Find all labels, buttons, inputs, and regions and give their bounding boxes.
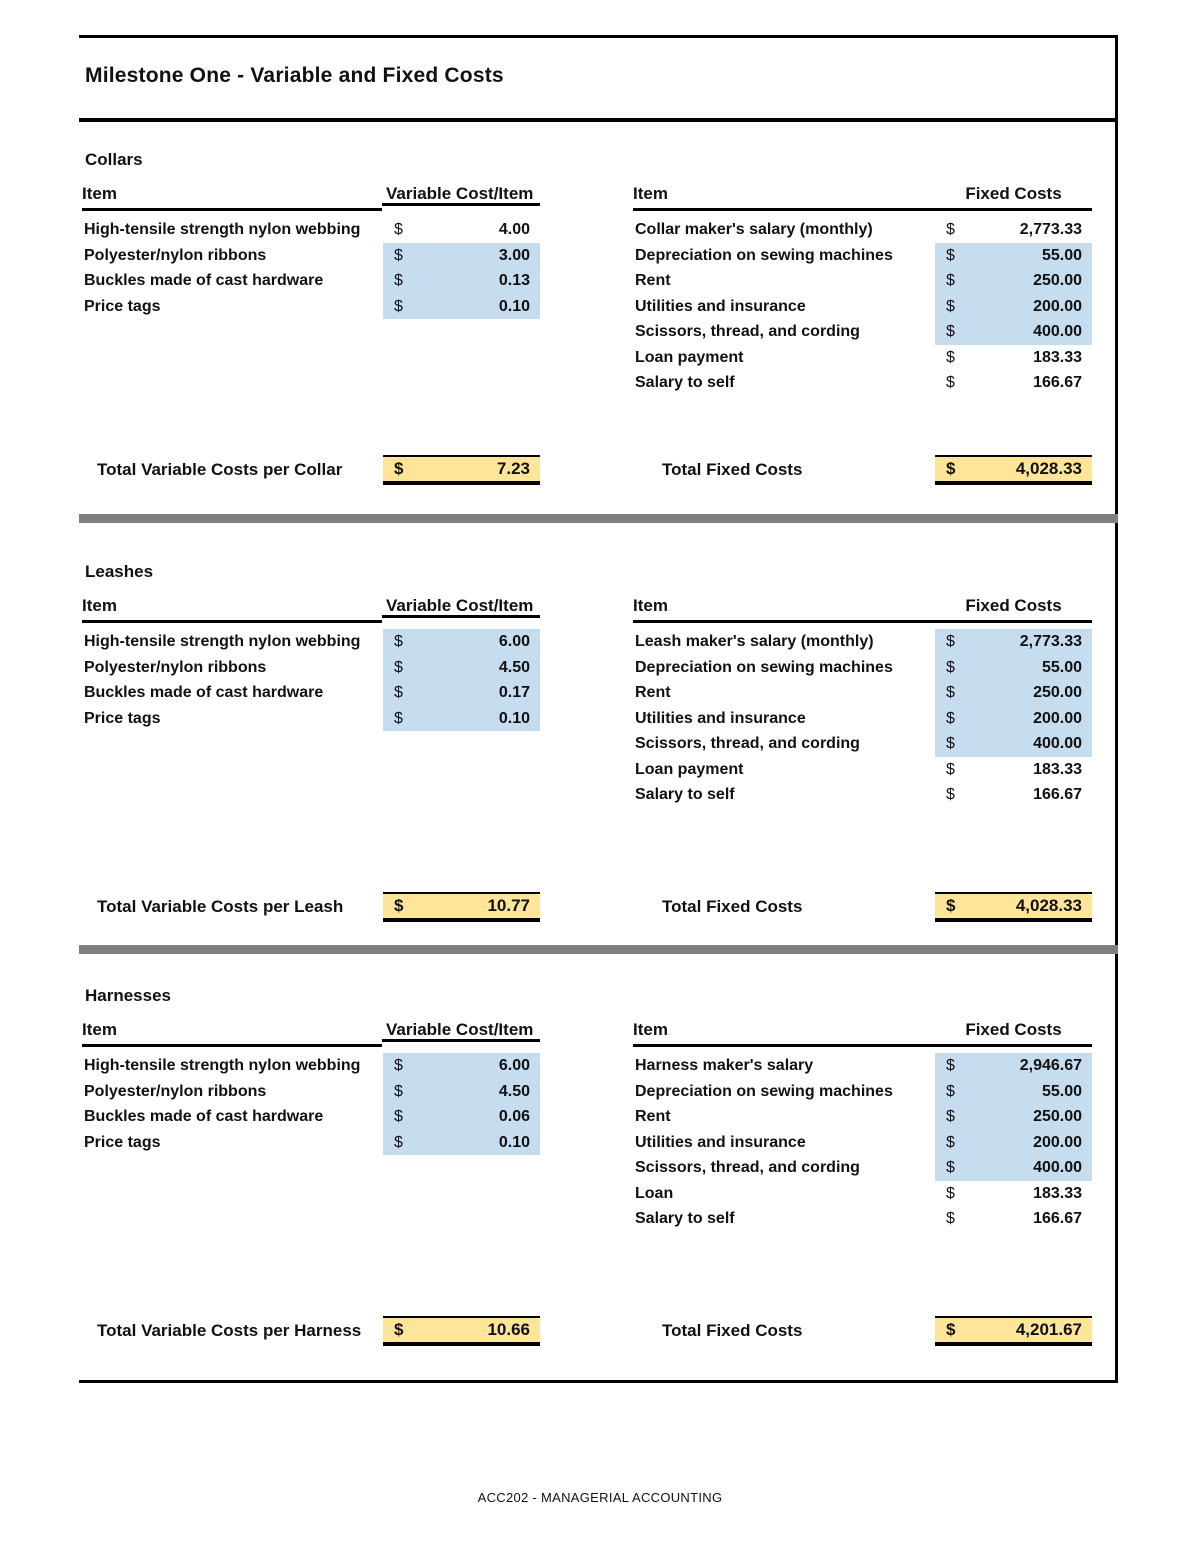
variable-cost-value: 6.00: [498, 633, 530, 650]
total-variable-value: 10.66: [487, 1320, 530, 1339]
section-title: Harnesses: [85, 986, 172, 1005]
variable-item-label: Price tags: [84, 297, 161, 315]
currency-symbol: $: [946, 1108, 955, 1125]
variable-cost-cell[interactable]: [383, 655, 540, 681]
currency-symbol: $: [946, 348, 955, 366]
fixed-item-label: Leash maker's salary (monthly): [635, 633, 874, 650]
currency-symbol: $: [946, 1082, 955, 1100]
fixed-cost-value: 166.67: [1033, 374, 1082, 391]
title-divider: [79, 118, 1118, 122]
header-variable-cost: Variable Cost/Item: [382, 1020, 540, 1042]
currency-symbol: $: [394, 709, 403, 727]
fixed-item-label: Salary to self: [635, 786, 735, 803]
header-item: Item: [82, 184, 382, 211]
variable-cost-value: 0.17: [498, 684, 530, 701]
fixed-item-label: Rent: [635, 272, 671, 289]
fixed-item-label: Scissors, thread, and cording: [635, 735, 860, 752]
section-divider: [79, 945, 1118, 954]
header-variable-cost: Variable Cost/Item: [382, 184, 540, 206]
variable-cost-value: 0.13: [498, 272, 530, 289]
fixed-cost-value: 166.67: [1033, 1210, 1082, 1227]
currency-symbol: $: [394, 684, 403, 701]
currency-symbol: $: [946, 786, 955, 803]
variable-cost-cell[interactable]: [383, 1079, 540, 1105]
total-variable-value: 10.77: [487, 896, 530, 915]
header-item: Item: [82, 1020, 382, 1047]
currency-symbol: $: [946, 1184, 955, 1202]
fixed-cost-cell[interactable]: [935, 370, 1092, 396]
variable-item-label: Buckles made of cast hardware: [84, 1108, 324, 1125]
page-footer: ACC202 - MANAGERIAL ACCOUNTING: [477, 1490, 723, 1505]
header-fixed-costs: Fixed Costs: [935, 184, 1092, 211]
variable-cost-value: 0.06: [498, 1108, 530, 1125]
total-fixed-cell[interactable]: [935, 892, 1092, 922]
fixed-cost-value: 2,946.67: [1019, 1057, 1082, 1074]
currency-symbol: $: [394, 272, 403, 289]
variable-cost-cell[interactable]: [383, 268, 540, 294]
fixed-cost-value: 250.00: [1033, 1108, 1082, 1125]
fixed-item-label: Rent: [635, 684, 671, 701]
currency-symbol: $: [946, 633, 955, 650]
fixed-cost-cell[interactable]: [935, 345, 1092, 371]
fixed-cost-cell[interactable]: [935, 1104, 1092, 1130]
fixed-item-label: Harness maker's salary: [635, 1057, 814, 1074]
fixed-item-label: Depreciation on sewing machines: [635, 246, 893, 264]
variable-item-label: Price tags: [84, 709, 161, 727]
header-item: Item: [82, 596, 382, 623]
fixed-cost-value: 400.00: [1033, 1159, 1082, 1176]
fixed-item-label: Rent: [635, 1108, 671, 1125]
variable-cost-cell[interactable]: [383, 629, 540, 655]
fixed-cost-cell[interactable]: [935, 731, 1092, 757]
fixed-cost-cell[interactable]: [935, 1181, 1092, 1207]
variable-item-label: Polyester/nylon ribbons: [84, 246, 267, 264]
fixed-cost-cell[interactable]: [935, 319, 1092, 345]
fixed-cost-cell[interactable]: [935, 1053, 1092, 1079]
fixed-cost-cell[interactable]: [935, 1206, 1092, 1232]
fixed-cost-cell[interactable]: [935, 706, 1092, 732]
variable-item-label: Polyester/nylon ribbons: [84, 658, 267, 676]
fixed-cost-value: 400.00: [1033, 323, 1082, 340]
variable-cost-cell[interactable]: [383, 294, 540, 320]
fixed-cost-value: 2,773.33: [1019, 221, 1082, 238]
fixed-item-label: Loan: [635, 1184, 674, 1202]
currency-symbol: $: [394, 1133, 403, 1151]
currency-symbol: $: [946, 658, 955, 676]
variable-item-label: Buckles made of cast hardware: [84, 272, 324, 289]
currency-symbol: $: [946, 735, 955, 752]
currency-symbol: $: [394, 1082, 403, 1100]
fixed-cost-value: 200.00: [1033, 709, 1082, 727]
currency-symbol: $: [394, 633, 403, 650]
currency-symbol: $: [946, 272, 955, 289]
variable-cost-value: 0.10: [498, 709, 530, 727]
total-variable-cell[interactable]: [383, 892, 540, 922]
section-harnesses: [0, 986, 1200, 1376]
variable-cost-cell[interactable]: [383, 1053, 540, 1079]
currency-symbol: $: [946, 709, 955, 727]
currency-symbol: $: [394, 459, 404, 478]
total-variable-label: Total Variable Costs per Harness: [97, 1321, 362, 1340]
fixed-cost-cell[interactable]: [935, 680, 1092, 706]
fixed-item-label: Utilities and insurance: [635, 709, 806, 727]
header-fixed-costs: Fixed Costs: [935, 1020, 1092, 1047]
header-item: Item: [633, 596, 935, 623]
fixed-item-label: Depreciation on sewing machines: [635, 1082, 893, 1100]
fixed-cost-cell[interactable]: [935, 1155, 1092, 1181]
fixed-cost-value: 55.00: [1041, 1082, 1082, 1100]
fixed-cost-value: 250.00: [1033, 272, 1082, 289]
currency-symbol: $: [394, 297, 403, 315]
variable-cost-cell[interactable]: [383, 680, 540, 706]
header-variable-cost: Variable Cost/Item: [382, 596, 540, 618]
header-fixed-costs: Fixed Costs: [935, 596, 1092, 623]
currency-symbol: $: [946, 1057, 955, 1074]
currency-symbol: $: [946, 684, 955, 701]
currency-symbol: $: [946, 1320, 956, 1339]
currency-symbol: $: [394, 896, 404, 915]
total-fixed-label: Total Fixed Costs: [662, 460, 803, 479]
fixed-item-label: Scissors, thread, and cording: [635, 1159, 860, 1176]
variable-cost-cell[interactable]: [383, 1104, 540, 1130]
section-divider: [79, 514, 1118, 523]
variable-cost-cell[interactable]: [383, 243, 540, 269]
total-variable-label: Total Variable Costs per Collar: [97, 460, 343, 479]
total-variable-label: Total Variable Costs per Leash: [97, 897, 344, 916]
currency-symbol: $: [394, 221, 403, 238]
fixed-cost-value: 2,773.33: [1019, 633, 1082, 650]
currency-symbol: $: [394, 1108, 403, 1125]
fixed-cost-cell[interactable]: [935, 629, 1092, 655]
section-title: Leashes: [85, 562, 154, 581]
section-leashes: [0, 562, 1200, 952]
fixed-cost-value: 200.00: [1033, 297, 1082, 315]
section-collars: [0, 150, 1200, 540]
variable-cost-value: 4.00: [498, 221, 530, 238]
fixed-item-label: Salary to self: [635, 1210, 735, 1227]
total-fixed-value: 4,028.33: [1015, 896, 1082, 915]
fixed-cost-cell[interactable]: [935, 243, 1092, 269]
variable-item-label: Price tags: [84, 1133, 161, 1151]
currency-symbol: $: [394, 1057, 403, 1074]
total-variable-cell[interactable]: [383, 1316, 540, 1346]
currency-symbol: $: [946, 1133, 955, 1151]
fixed-cost-cell[interactable]: [935, 268, 1092, 294]
variable-item-label: High-tensile strength nylon webbing: [84, 221, 361, 238]
fixed-item-label: Scissors, thread, and cording: [635, 323, 860, 340]
fixed-item-label: Utilities and insurance: [635, 1133, 806, 1151]
fixed-cost-value: 55.00: [1041, 246, 1082, 264]
variable-cost-value: 3.00: [498, 246, 530, 264]
fixed-item-label: Loan payment: [635, 760, 744, 778]
header-item: Item: [633, 1020, 935, 1047]
fixed-cost-cell[interactable]: [935, 1079, 1092, 1105]
variable-item-label: High-tensile strength nylon webbing: [84, 633, 361, 650]
variable-cost-cell[interactable]: [383, 706, 540, 732]
currency-symbol: $: [946, 297, 955, 315]
variable-cost-cell[interactable]: [383, 217, 540, 243]
currency-symbol: $: [946, 1210, 955, 1227]
currency-symbol: $: [394, 246, 403, 264]
variable-cost-value: 6.00: [498, 1057, 530, 1074]
fixed-cost-cell[interactable]: [935, 217, 1092, 243]
total-fixed-value: 4,201.67: [1015, 1320, 1082, 1339]
currency-symbol: $: [946, 221, 955, 238]
fixed-cost-cell[interactable]: [935, 655, 1092, 681]
currency-symbol: $: [946, 1159, 955, 1176]
total-fixed-value: 4,028.33: [1015, 459, 1082, 478]
fixed-cost-cell[interactable]: [935, 782, 1092, 808]
fixed-item-label: Salary to self: [635, 374, 735, 391]
fixed-cost-value: 250.00: [1033, 684, 1082, 701]
fixed-cost-value: 166.67: [1033, 786, 1082, 803]
fixed-item-label: Loan payment: [635, 348, 744, 366]
variable-item-label: High-tensile strength nylon webbing: [84, 1057, 361, 1074]
fixed-cost-cell[interactable]: [935, 294, 1092, 320]
fixed-cost-cell[interactable]: [935, 757, 1092, 783]
variable-cost-value: 4.50: [498, 658, 530, 676]
currency-symbol: $: [946, 896, 956, 915]
variable-cost-cell[interactable]: [383, 1130, 540, 1156]
currency-symbol: $: [946, 246, 955, 264]
fixed-cost-value: 200.00: [1033, 1133, 1082, 1151]
header-item: Item: [633, 184, 935, 211]
fixed-item-label: Collar maker's salary (monthly): [635, 221, 873, 238]
fixed-cost-value: 400.00: [1033, 735, 1082, 752]
variable-cost-value: 0.10: [498, 1133, 530, 1151]
currency-symbol: $: [946, 459, 956, 478]
fixed-cost-cell[interactable]: [935, 1130, 1092, 1156]
variable-cost-value: 0.10: [498, 297, 530, 315]
total-fixed-cell[interactable]: [935, 1316, 1092, 1346]
currency-symbol: $: [946, 760, 955, 778]
total-fixed-label: Total Fixed Costs: [662, 897, 803, 916]
total-variable-cell[interactable]: [383, 455, 540, 485]
fixed-cost-value: 55.00: [1041, 658, 1082, 676]
variable-item-label: Buckles made of cast hardware: [84, 684, 324, 701]
currency-symbol: $: [394, 658, 403, 676]
fixed-cost-value: 183.33: [1033, 348, 1082, 366]
fixed-cost-value: 183.33: [1033, 760, 1082, 778]
currency-symbol: $: [946, 374, 955, 391]
total-fixed-cell[interactable]: [935, 455, 1092, 485]
section-title: Collars: [85, 150, 143, 169]
page-title: Milestone One - Variable and Fixed Costs: [85, 64, 504, 87]
fixed-item-label: Depreciation on sewing machines: [635, 658, 893, 676]
variable-item-label: Polyester/nylon ribbons: [84, 1082, 267, 1100]
variable-cost-value: 4.50: [498, 1082, 530, 1100]
total-fixed-label: Total Fixed Costs: [662, 1321, 803, 1340]
total-variable-value: 7.23: [496, 459, 530, 478]
currency-symbol: $: [394, 1320, 404, 1339]
fixed-item-label: Utilities and insurance: [635, 297, 806, 315]
fixed-cost-value: 183.33: [1033, 1184, 1082, 1202]
currency-symbol: $: [946, 323, 955, 340]
